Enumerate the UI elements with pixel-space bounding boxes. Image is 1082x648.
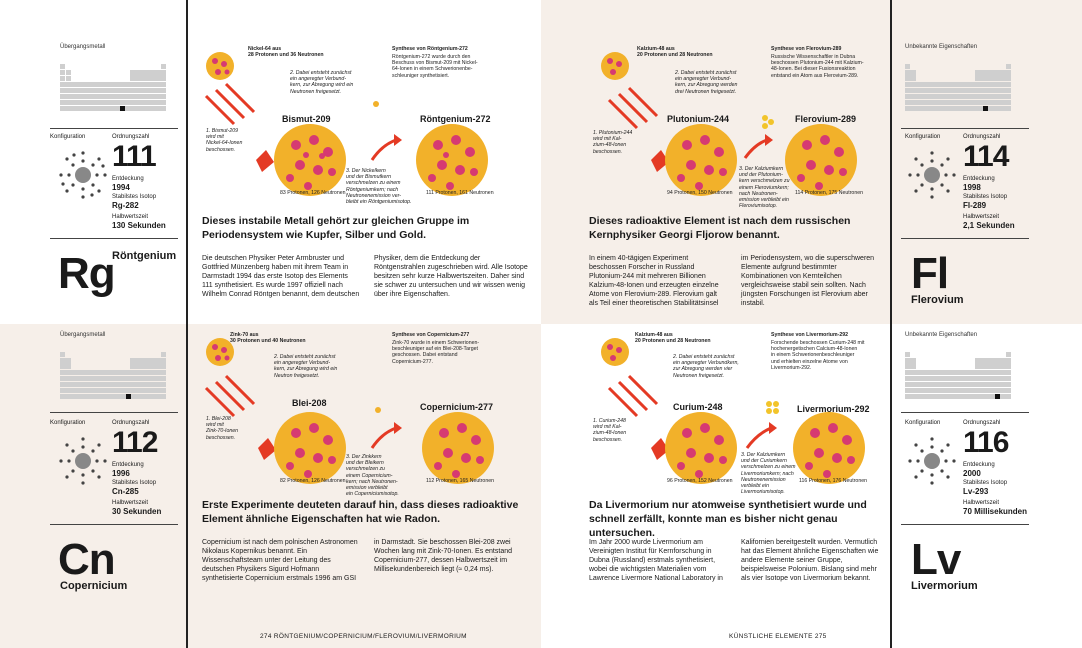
- stable-isotope: [963, 194, 1007, 211]
- group-label: Übergangsmetall: [60, 332, 106, 338]
- target-composition: 83 Protonen, 126 Neutronen: [280, 190, 346, 196]
- element-name: Copernicium: [60, 580, 128, 592]
- product-composition: 116 Protonen, 176 Neutronen: [799, 478, 867, 484]
- step-2: 2. Dabei entsteht zunächst ein angeregter Verbundkern, zur Abregung werden vier Neutronen freigesetzt.: [673, 354, 739, 379]
- divider-line: [890, 324, 892, 648]
- divider-line: [186, 324, 188, 648]
- product-composition: 114 Protonen, 175 Neutronen: [795, 190, 863, 196]
- config-label: Konfiguration: [50, 420, 86, 426]
- headline: Dieses radioaktive Element ist nach dem russischen Kernphysiker Georgi Fljorow benannt.: [589, 215, 851, 241]
- divider-line: [186, 0, 188, 324]
- divider: [50, 238, 178, 239]
- product-nucleus-name: Copernicium-277: [420, 402, 494, 412]
- synthesis-title: Synthese von Flerovium-289: [771, 46, 842, 52]
- section-copernicium: [0, 324, 541, 648]
- half-life-label: Halbwertszeit: [112, 500, 149, 506]
- element-sidebar: [901, 0, 1029, 324]
- half-life: [963, 214, 1015, 231]
- group-label: Unbekannte Eigenschaften: [905, 44, 978, 50]
- config-label: Konfiguration: [50, 134, 86, 140]
- main-content: [549, 324, 885, 648]
- synthesis-title: Synthese von Röntgenium-272: [392, 46, 468, 52]
- atomic-number-label: Ordnungszahl: [963, 134, 1001, 140]
- electron-shell-diagram: [56, 148, 110, 202]
- discovery-label: Entdeckung: [963, 462, 995, 468]
- element-sidebar: [901, 324, 1029, 648]
- half-life: [112, 500, 161, 517]
- step-2: 2. Dabei entsteht zunächst ein angeregter Verbund- kern, zur Abregung werden drei Neutronen freigesetzt.: [675, 70, 738, 95]
- target-nucleus-name: Plutonium-244: [667, 114, 730, 124]
- step-1: 1. Curium-248 wird mit Kal- zium-48-Ionen beschossen.: [593, 418, 627, 443]
- divider-line: [890, 0, 892, 324]
- main-content: [196, 0, 536, 324]
- atomic-number: 116: [963, 426, 1009, 459]
- config-label: Konfiguration: [905, 420, 941, 426]
- product-nucleus-name: Flerovium-289: [795, 114, 857, 124]
- step-2: 2. Dabei entsteht zunächst ein angeregter Verbund- kern, zur Abregung wird ein Neutron freigesetzt.: [274, 354, 338, 379]
- fusion-diagram: [549, 0, 889, 210]
- section-flerovium: [541, 0, 1082, 324]
- headline: Erste Experimente deuteten darauf hin, dass dieses radioaktive Element ähnliche Eigenschaften hat wie Radon.: [202, 499, 519, 525]
- synthesis-title: Synthese von Livermorium-292: [771, 332, 848, 338]
- synthesis-text: Forschende beschossen Curium-248 mit hochenergetischen Calcium-48-Ionen in einem Schwerionenbeschleuniger und erhielten einzelne Atome von Livermorium-292.: [771, 340, 865, 371]
- target-composition: 94 Protonen, 150 Neutronen: [667, 190, 733, 196]
- discovery-year: 1998: [963, 183, 981, 192]
- product-nucleus-name: Röntgenium-272: [420, 114, 491, 124]
- discovery: [963, 176, 995, 193]
- divider: [50, 128, 178, 129]
- periodic-table-icon: [905, 342, 1011, 422]
- element-symbol: Fl: [911, 249, 949, 298]
- discovery-year: 2000: [963, 469, 981, 478]
- divider: [901, 128, 1029, 129]
- electron-shell-diagram: [905, 434, 959, 488]
- half-life-value: 2,1 Sekunden: [963, 221, 1015, 230]
- discovery-year: 1996: [112, 469, 130, 478]
- headline: Dieses instabile Metall gehört zur gleichen Gruppe im Periodensystem wie Kupfer, Silber und Gold.: [202, 215, 470, 241]
- group-label: Unbekannte Eigenschaften: [905, 332, 978, 338]
- isotope-label: Stabilstes Isotop: [963, 480, 1008, 486]
- electron-shell-diagram: [905, 148, 959, 202]
- body-text: Copernicium ist nach dem polnischen Astronomen Nikolaus Kopernikus benannt. Ein Wissenschaftsteam unter der Leitung des deutschen Physikers Sigurd Hofmann synthetisierte Copernicium erstmals 1996 am GSI in Darmstadt. Sie beschossen Blei-208 zwei Wochen lang mit Zink-70-Ionen. Es entstand Copernicium-277, dessen Halbwertszeit im Millisekundenbereich liegt (≈ 0,24 ms).: [202, 539, 513, 582]
- group-label: Übergangsmetall: [60, 44, 106, 50]
- projectile-label: Kalzium-48 aus 20 Protonen und 28 Neutronen: [635, 332, 711, 345]
- body-text: Im Jahr 2000 wurde Livermorium am Vereinigten Institut für Kernforschung in Dubna (Russland) erstmals synthetisiert, wobei die wichtigsten Materialien vom Lawrence Livermore National Laboratory in Kalifornien bereitgestellt wurden. Vermutlich hat das Element ähnliche Eigenschaften wie andere Elemente seiner Gruppe, beispielsweise Polonium. Bislang sind mehr als vier Isotope von Livermorium bekannt.: [589, 539, 879, 582]
- atomic-number: 112: [112, 426, 158, 459]
- stable-isotope: [112, 194, 156, 211]
- atomic-number-label: Ordnungszahl: [112, 420, 150, 426]
- headline: Da Livermorium nur atomweise synthetisiert wurde und schnell zerfällt, konnte man es bisher nicht genau untersuchen.: [589, 499, 867, 539]
- body-text: In einem 40-tägigen Experiment beschossen Forscher in Russland Plutonium-244 mit mehreren Billionen Kalzium-48-Ionen und erzeugten einzelne Atome von Flerovium-289. Flerovium galt als Teil einer theoretischen Stabilitätsinsel im Periodensystem, wo die superschweren Elemente aufgrund bestimmter Kombinationen von Kernteilchen vergleichsweise stabil sein sollten. Nach jüngsten Forschungen ist Flerovium aber instabil.: [589, 255, 875, 307]
- half-life: [963, 500, 1027, 517]
- step-3: 3. Der Kalziumkern und der Plutonium- kern verschmelzen zu einem Fleroviumkern; nach Neutronen- emission verbleibt ein Fleroviumisotop.: [739, 166, 790, 210]
- element-symbol: Lv: [911, 535, 961, 584]
- isotope-label: Stabilstes Isotop: [963, 194, 1008, 200]
- target-nucleus-name: Curium-248: [673, 402, 723, 412]
- element-sidebar: [50, 324, 178, 648]
- discovery-label: Entdeckung: [112, 462, 144, 468]
- periodic-table-icon: [60, 342, 166, 422]
- product-composition: 112 Protonen, 165 Neutronen: [426, 478, 494, 484]
- divider: [901, 238, 1029, 239]
- isotope-value: Cn-285: [112, 487, 139, 496]
- section-roentgenium: [0, 0, 541, 324]
- synthesis-text: Russische Wissenschaftler in Dubna beschossen Plutonium-244 mit Kalzium- 48-Ionen. Bei dieser Fusionsreaktion entstand ein Atom aus Flerovium-289.: [771, 54, 864, 79]
- divider: [50, 412, 178, 413]
- main-content: [196, 324, 536, 648]
- config-label: Konfiguration: [905, 134, 941, 140]
- discovery-label: Entdeckung: [963, 176, 995, 182]
- element-name: Röntgenium: [112, 250, 177, 262]
- synthesis-title: Synthese von Copernicium-277: [392, 332, 470, 338]
- element-symbol: Cn: [58, 535, 115, 584]
- step-1: 1. Plutonium-244 wird mit Kal- zium-48-Ionen beschossen.: [593, 130, 633, 155]
- atomic-number: 111: [112, 140, 156, 173]
- target-nucleus-name: Bismut-209: [282, 114, 331, 124]
- synthesis-text: Zink-70 wurde in einem Schwerionen- beschleuniger auf ein Blei-208-Target geschossen. Dabei entstand Copernicium-277.: [392, 340, 480, 365]
- discovery-year: 1994: [112, 183, 130, 192]
- product-composition: 111 Protonen, 161 Neutronen: [426, 190, 494, 196]
- target-nucleus-name: Blei-208: [292, 398, 327, 408]
- element-name: Livermorium: [911, 580, 978, 592]
- atomic-number-label: Ordnungszahl: [963, 420, 1001, 426]
- half-life-label: Halbwertszeit: [112, 214, 149, 220]
- step-3: 3. Der Kalziumkern und der Curiumkern verschmelzen zu einem Livermoriumkern; nach Neutronenemission verbleibt ein Livermoriumisotop.: [741, 452, 796, 496]
- target-composition: 82 Protonen, 126 Neutronen: [280, 478, 346, 484]
- periodic-table-icon: [905, 54, 1011, 134]
- isotope-value: Fl-289: [963, 201, 987, 210]
- half-life: [112, 214, 166, 231]
- half-life-value: 70 Millisekunden: [963, 507, 1028, 516]
- periodic-table-icon: [60, 54, 166, 134]
- element-name: Flerovium: [911, 294, 964, 306]
- divider: [50, 524, 178, 525]
- element-symbol: Rg: [58, 249, 115, 298]
- atomic-number-label: Ordnungszahl: [112, 134, 150, 140]
- step-3: 3. Der Zinkkern und der Bleikern verschmelzen zu einem Copernicium- kern; nach Neutronen- emission verbleibt ein Coperniciumisotop.: [346, 454, 399, 498]
- half-life-value: 30 Sekunden: [112, 507, 162, 516]
- half-life-label: Halbwertszeit: [963, 214, 1000, 220]
- half-life-value: 130 Sekunden: [112, 221, 166, 230]
- step-1: 1. Blei-208 wird mit Zink-70-Ionen beschossen.: [206, 416, 239, 441]
- isotope-label: Stabilstes Isotop: [112, 194, 157, 200]
- atomic-number: 114: [963, 140, 1009, 173]
- target-composition: 96 Protonen, 152 Neutronen: [667, 478, 733, 484]
- isotope-value: Rg-282: [112, 201, 139, 210]
- section-livermorium: [541, 324, 1082, 648]
- isotope-value: Lv-293: [963, 487, 989, 496]
- divider: [901, 412, 1029, 413]
- discovery: [963, 462, 995, 479]
- element-sidebar: [50, 0, 178, 324]
- stable-isotope: [963, 480, 1007, 497]
- page-footer: KÜNSTLICHE ELEMENTE 275: [729, 633, 827, 640]
- discovery: [112, 176, 144, 193]
- projectile-label: Zink-70 aus 30 Protonen und 40 Neutronen: [230, 332, 306, 345]
- step-2: 2. Dabei entsteht zunächst ein angeregter Verbund- kern, zur Abregung wird ein Neutronen freigesetzt.: [290, 70, 354, 95]
- synthesis-text: Röntgenium-272 wurde durch den Beschuss von Bismut-209 mit Nickel- 64-Ionen in einem Schwerionenbe- schleuniger synthetisiert.: [392, 54, 478, 79]
- product-nucleus-name: Livermorium-292: [797, 404, 870, 414]
- page-footer: 274 RÖNTGENIUM/COPERNICIUM/FLEROVIUM/LIVERMORIUM: [260, 633, 467, 640]
- projectile-label: Kalzium-48 aus 20 Protonen und 28 Neutronen: [637, 46, 713, 59]
- body-text: Die deutschen Physiker Peter Armbruster und Gottfried Münzenberg haben mit ihrem Team in Darmstadt 1994 das erste Isotop des Elements 111 synthetisiert. Es wurde 1997 offiziell nach Wilhelm Conrad Röntgen benannt, dem deutschen Physiker, dem die Entdeckung der Röntgenstrahlen zugeschrieben wird. Alle Isotope besitzen sehr kurze Halbwertszeiten. Daher sind sie schwer zu untersuchen und wir wissen wenig über ihre Eigenschaften.: [202, 255, 528, 298]
- half-life-label: Halbwertszeit: [963, 500, 1000, 506]
- step-1: 1. Bismut-209 wird mit Nickel-64-Ionen beschossen.: [206, 128, 243, 153]
- stable-isotope: [112, 480, 156, 497]
- projectile-label: Nickel-64 aus 28 Protonen und 36 Neutronen: [248, 46, 324, 59]
- isotope-label: Stabilstes Isotop: [112, 480, 157, 486]
- discovery-label: Entdeckung: [112, 176, 144, 182]
- main-content: [549, 0, 885, 324]
- electron-shell-diagram: [56, 434, 110, 488]
- discovery: [112, 462, 144, 479]
- step-3: 3. Der Nickelkern und der Bismutkern verschmelzen zu einem Röntgeniumkern; nach Neutronenemission ver- bleibt ein Röntgeniumisotop.: [346, 168, 412, 206]
- divider: [901, 524, 1029, 525]
